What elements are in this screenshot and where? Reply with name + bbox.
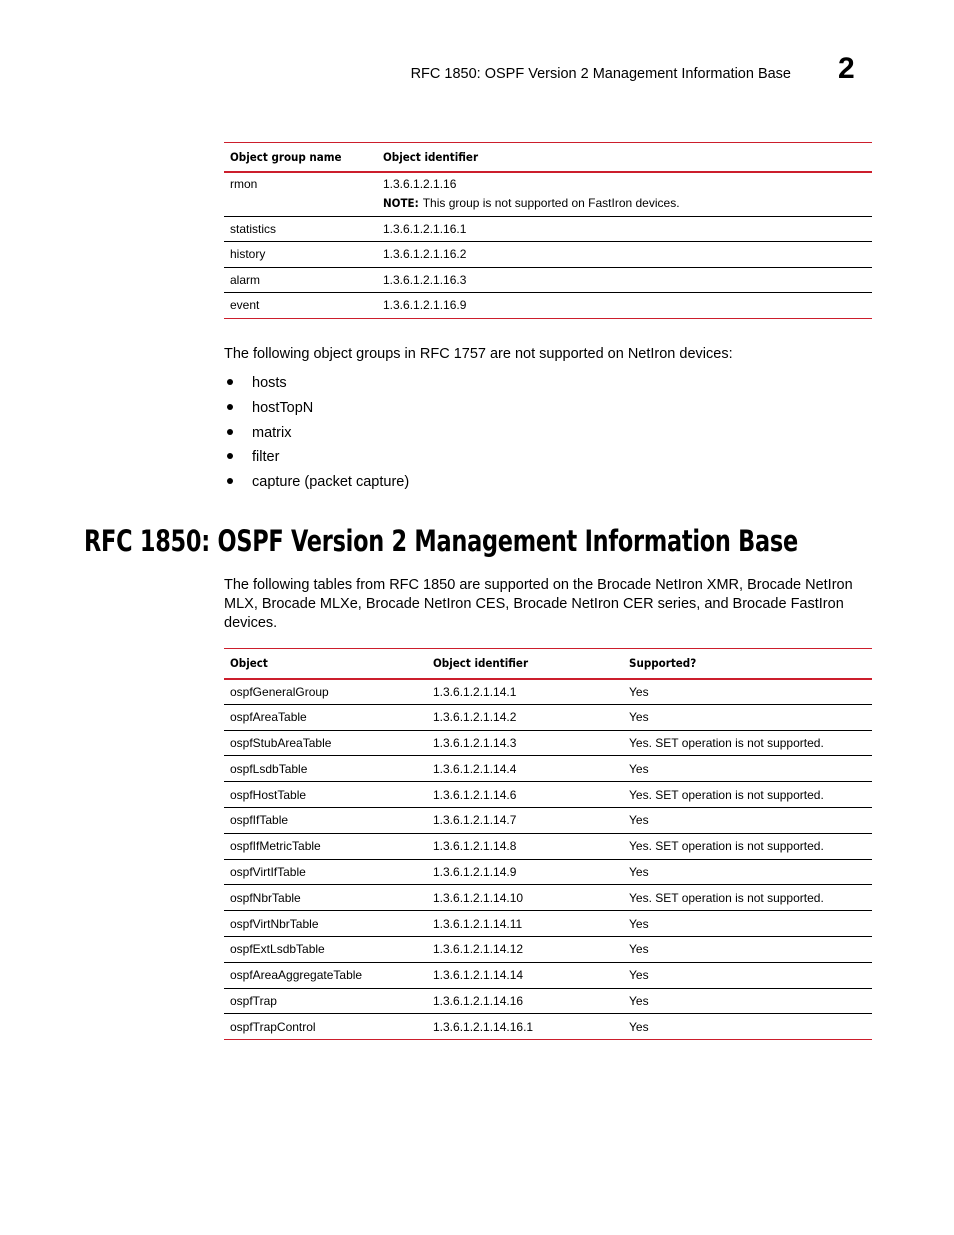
object-identifier: 1.3.6.1.2.1.14.8: [427, 833, 623, 859]
object-identifier: 1.3.6.1.2.1.14.3: [427, 730, 623, 756]
object-group-name: rmon: [224, 172, 377, 217]
supported-status: Yes. SET operation is not supported.: [623, 782, 872, 808]
ospf-table-body: [224, 679, 872, 1040]
table-row: [224, 936, 872, 962]
supported-status: Yes: [623, 911, 872, 937]
supported-status: Yes: [623, 704, 872, 730]
object-name: ospfAreaAggregateTable: [224, 962, 427, 988]
note-text: This group is not supported on FastIron devices.: [422, 195, 680, 210]
object-name: ospfHostTable: [224, 782, 427, 808]
table-row: [224, 267, 872, 293]
object-group-name: alarm: [224, 267, 377, 293]
object-identifier: 1.3.6.1.2.1.14.6: [427, 782, 623, 808]
object-identifier: 1.3.6.1.2.1.14.16.1: [427, 1014, 623, 1040]
table-row: [224, 704, 872, 730]
supported-status: Yes. SET operation is not supported.: [623, 833, 872, 859]
section-description: The following tables from RFC 1850 are supported on the Brocade NetIron XMR, Brocade NetIron MLX, Brocade MLXe, Brocade NetIron CES, Brocade NetIron CER series, and Brocade FastIron devices.: [224, 577, 853, 631]
table-row: [224, 1014, 872, 1040]
supported-status: Yes: [623, 988, 872, 1014]
object-identifier-cell: [377, 172, 872, 217]
table-row: [224, 172, 872, 217]
table-row: [224, 807, 872, 833]
table-row: [224, 293, 872, 319]
object-name: ospfNbrTable: [224, 885, 427, 911]
supported-status: Yes: [623, 679, 872, 705]
object-identifier: 1.3.6.1.2.1.14.14: [427, 962, 623, 988]
table-row: [224, 679, 872, 705]
object-identifier: 1.3.6.1.2.1.14.10: [427, 885, 623, 911]
object-identifier: 1.3.6.1.2.1.14.7: [427, 807, 623, 833]
list-item: hostTopN: [224, 396, 409, 421]
object-identifier: 1.3.6.1.2.1.16.9: [377, 293, 872, 319]
object-identifier: 1.3.6.1.2.1.16: [383, 176, 457, 191]
unsupported-intro: The following object groups in RFC 1757 are not supported on NetIron devices:: [224, 346, 733, 362]
table-row: [224, 782, 872, 808]
object-name: ospfStubAreaTable: [224, 730, 427, 756]
table-row: [224, 756, 872, 782]
table-row: [224, 885, 872, 911]
running-header: RFC 1850: OSPF Version 2 Management Information Base: [410, 66, 791, 82]
object-name: ospfIfMetricTable: [224, 833, 427, 859]
object-group-name: event: [224, 293, 377, 319]
note-label: NOTE:: [383, 195, 419, 210]
supported-status: Yes: [623, 962, 872, 988]
supported-status: Yes. SET operation is not supported.: [623, 885, 872, 911]
object-group-name: statistics: [224, 216, 377, 242]
object-identifier: 1.3.6.1.2.1.16.2: [377, 242, 872, 268]
column-header: Supported?: [623, 649, 872, 679]
chapter-number: 2: [838, 52, 855, 85]
object-name: ospfLsdbTable: [224, 756, 427, 782]
list-item: hosts: [224, 371, 409, 396]
supported-status: Yes: [623, 1014, 872, 1040]
note: [383, 196, 866, 210]
table-header-row: [224, 143, 872, 172]
supported-status: Yes: [623, 859, 872, 885]
table-row: [224, 833, 872, 859]
object-name: ospfIfTable: [224, 807, 427, 833]
object-identifier: 1.3.6.1.2.1.14.4: [427, 756, 623, 782]
table-row: [224, 988, 872, 1014]
supported-status: Yes: [623, 936, 872, 962]
object-group-name: history: [224, 242, 377, 268]
column-header: Object: [224, 649, 427, 679]
object-identifier: 1.3.6.1.2.1.16.3: [377, 267, 872, 293]
object-name: ospfAreaTable: [224, 704, 427, 730]
supported-status: Yes: [623, 807, 872, 833]
object-identifier: 1.3.6.1.2.1.14.1: [427, 679, 623, 705]
object-identifier: 1.3.6.1.2.1.14.11: [427, 911, 623, 937]
unsupported-list: [224, 371, 409, 495]
table-row: [224, 216, 872, 242]
object-identifier: 1.3.6.1.2.1.14.12: [427, 936, 623, 962]
object-name: ospfVirtNbrTable: [224, 911, 427, 937]
rmon-object-table: [224, 142, 872, 319]
table-header-row: [224, 649, 872, 679]
column-header: Object identifier: [377, 143, 872, 172]
column-header: Object identifier: [427, 649, 623, 679]
supported-status: Yes. SET operation is not supported.: [623, 730, 872, 756]
object-identifier: 1.3.6.1.2.1.16.1: [377, 216, 872, 242]
table-row: [224, 242, 872, 268]
column-header: Object group name: [224, 143, 377, 172]
list-item: matrix: [224, 421, 409, 446]
table-row: [224, 911, 872, 937]
ospf-object-table: [224, 648, 872, 1040]
object-name: ospfGeneralGroup: [224, 679, 427, 705]
list-item: filter: [224, 445, 409, 470]
object-identifier: 1.3.6.1.2.1.14.9: [427, 859, 623, 885]
object-identifier: 1.3.6.1.2.1.14.16: [427, 988, 623, 1014]
list-item: capture (packet capture): [224, 470, 409, 495]
object-name: ospfTrapControl: [224, 1014, 427, 1040]
table-row: [224, 962, 872, 988]
supported-status: Yes: [623, 756, 872, 782]
object-name: ospfVirtIfTable: [224, 859, 427, 885]
object-identifier: 1.3.6.1.2.1.14.2: [427, 704, 623, 730]
table-row: [224, 859, 872, 885]
section-heading: RFC 1850: OSPF Version 2 Management Information Base: [84, 524, 798, 558]
table-row: [224, 730, 872, 756]
object-name: ospfTrap: [224, 988, 427, 1014]
object-name: ospfExtLsdbTable: [224, 936, 427, 962]
